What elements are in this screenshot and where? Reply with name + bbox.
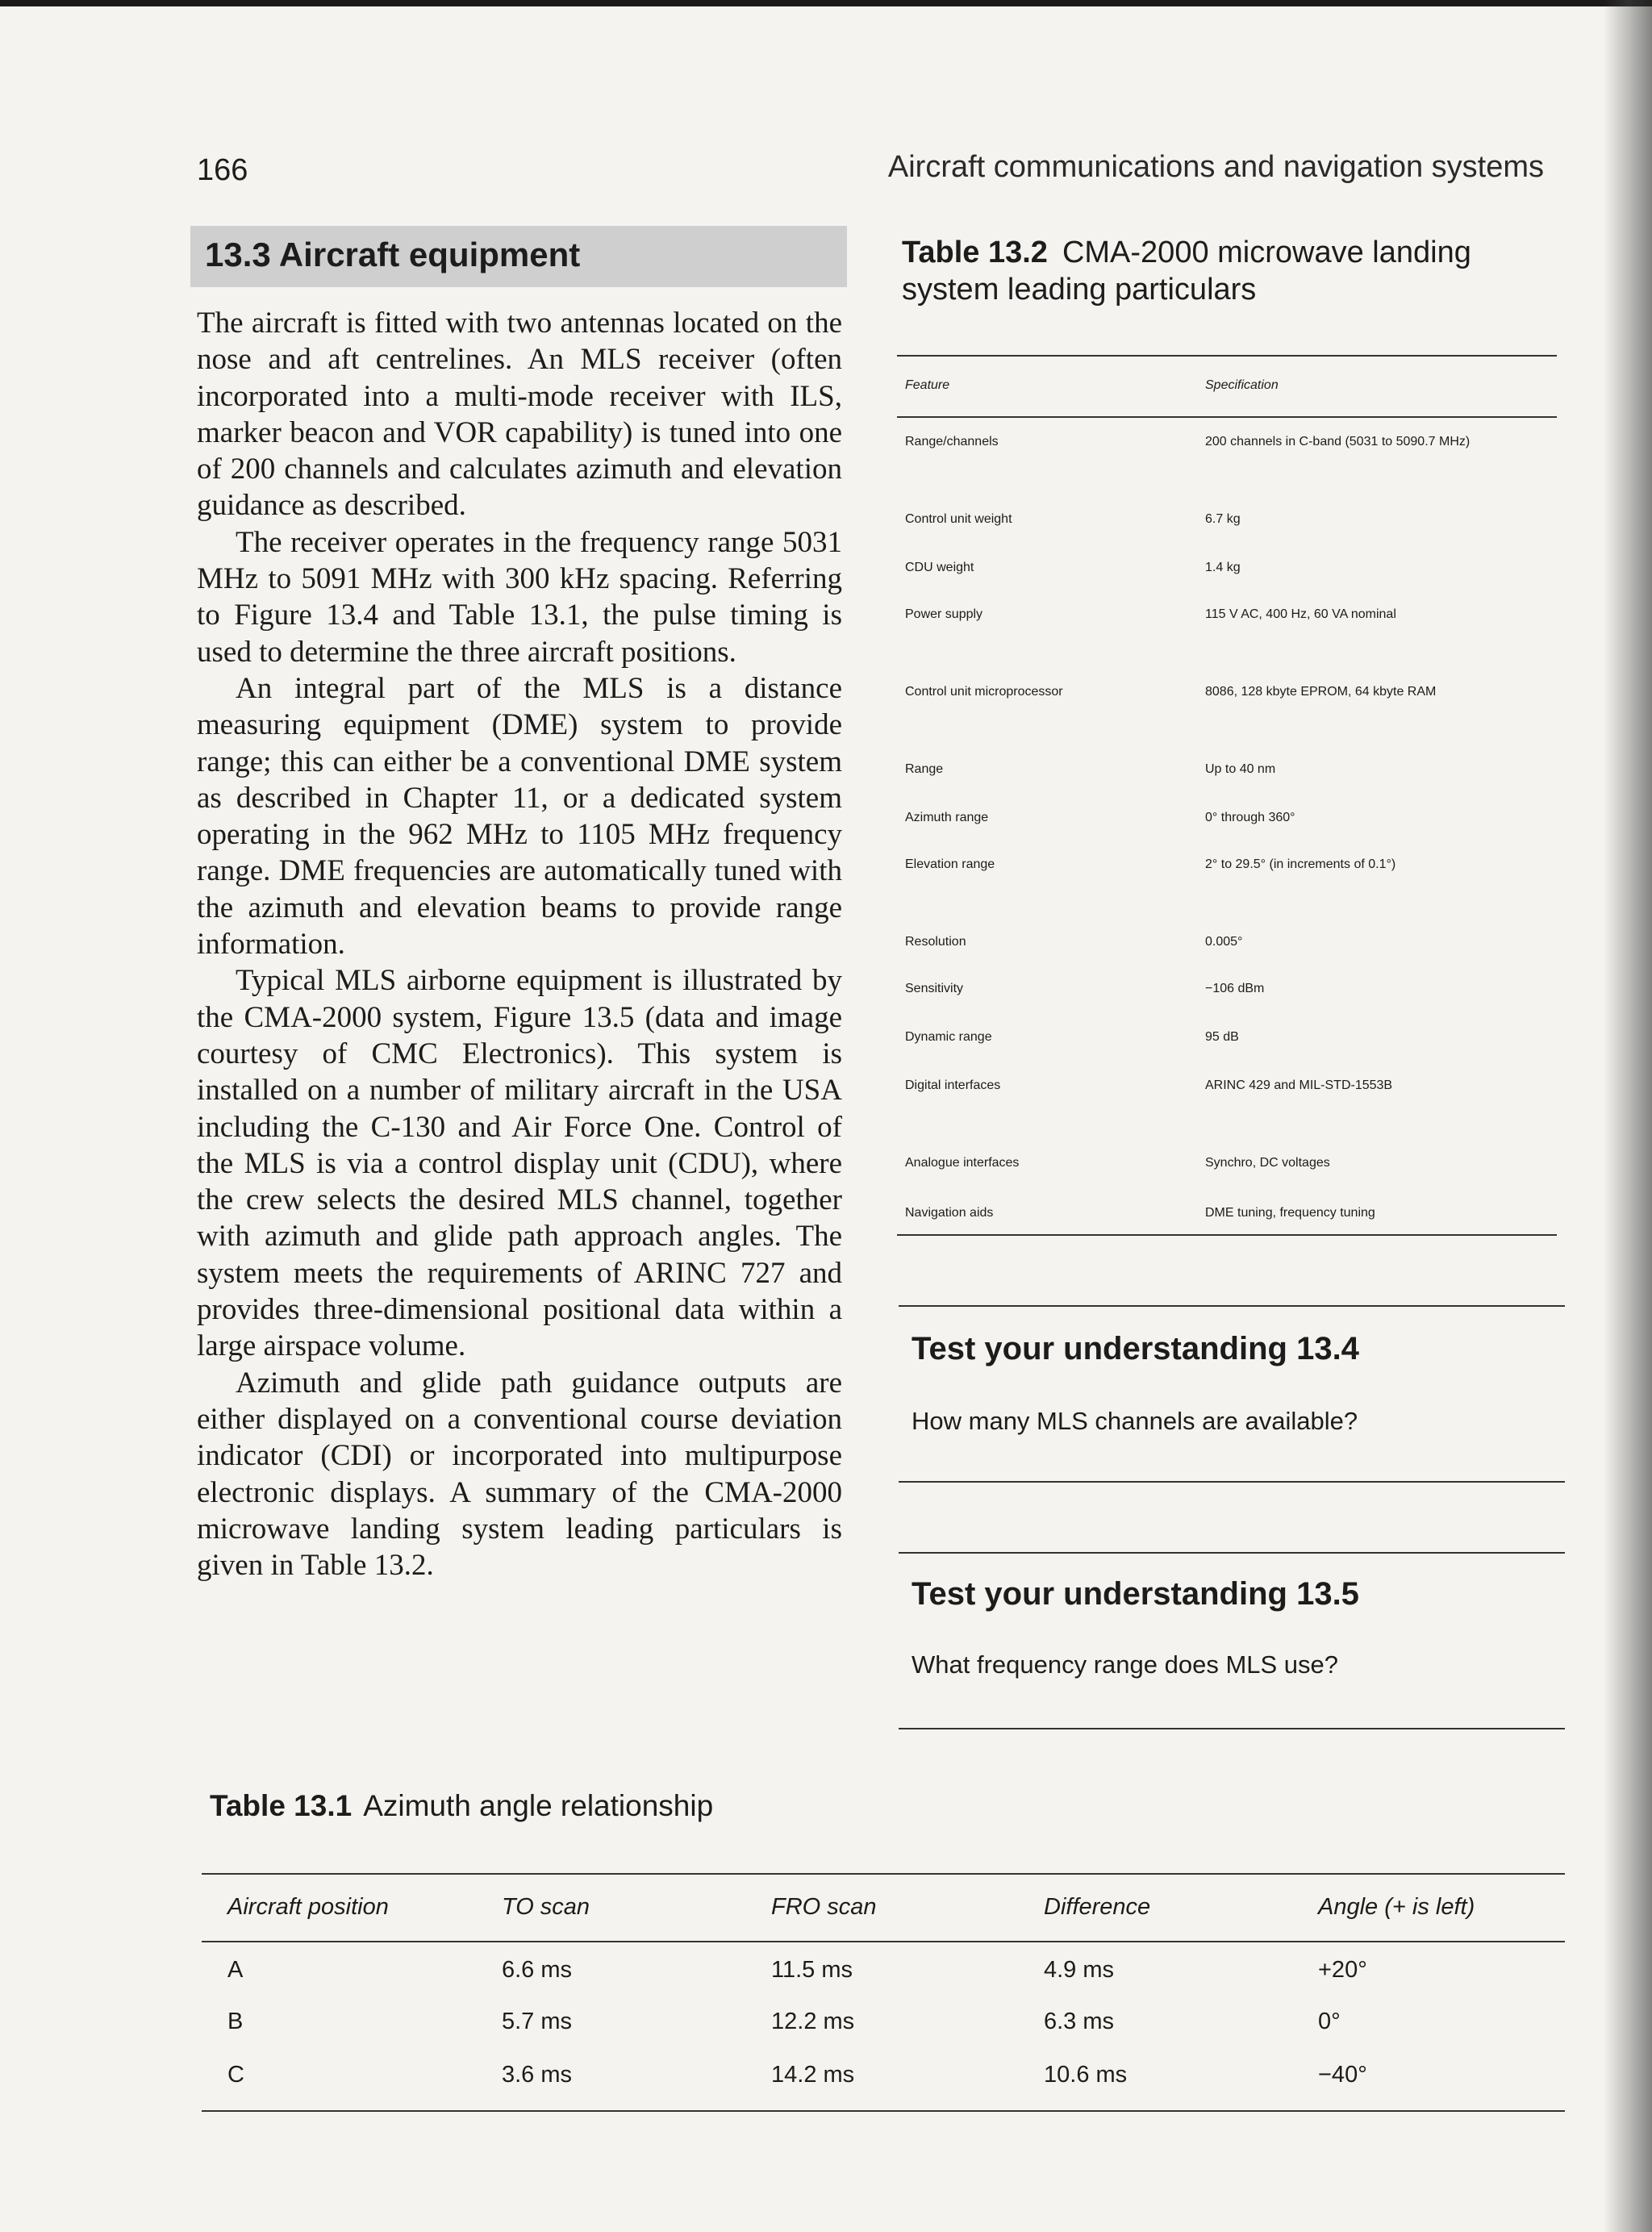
- table1-cell: 10.6 ms: [1044, 2062, 1128, 2088]
- table1-header-rule: [202, 1941, 1565, 1942]
- table2-top-rule: [897, 355, 1557, 357]
- table1-cell: 5.7 ms: [502, 2009, 573, 2034]
- table2-spec: 0° through 360°: [1205, 811, 1295, 824]
- table2-spec: 95 dB: [1205, 1030, 1239, 1044]
- table1-header: TO scan: [502, 1894, 590, 1920]
- table2-spec: 2° to 29.5° (in increments of 0.1°): [1205, 857, 1396, 871]
- table1-cell: 0°: [1318, 2009, 1341, 2034]
- table2-spec: Up to 40 nm: [1205, 762, 1276, 776]
- table2-spec: Synchro, DC voltages: [1205, 1156, 1330, 1170]
- running-title: Aircraft communications and navigation systems: [887, 150, 1544, 184]
- table2-feature: Resolution: [905, 935, 966, 949]
- table2-spec: 1.4 kg: [1205, 561, 1241, 574]
- table2-title: CMA-2000 microwave landing system leading particulars: [902, 236, 1471, 307]
- table1-cell: B: [227, 2009, 244, 2034]
- page-number: 166: [197, 153, 248, 187]
- table2-bottom-rule: [897, 1234, 1557, 1236]
- test1-top-rule: [899, 1305, 1565, 1307]
- table1-cell: +20°: [1318, 1957, 1367, 1983]
- table2-caption: [902, 234, 1547, 308]
- table2-feature: Control unit weight: [905, 512, 1012, 526]
- table2-label: Table 13.2: [902, 236, 1048, 269]
- test1-title: Test your understanding 13.4: [912, 1331, 1359, 1366]
- table1-cell: A: [227, 1957, 244, 1983]
- table2-spec: ARINC 429 and MIL-STD-1553B: [1205, 1078, 1393, 1092]
- table2-feature: Digital interfaces: [905, 1078, 1001, 1092]
- table1-cell: 12.2 ms: [771, 2009, 855, 2034]
- table1-cell: 11.5 ms: [771, 1957, 853, 1983]
- page-top-edge: [0, 0, 1652, 6]
- table1-cell: −40°: [1318, 2062, 1367, 2088]
- table2-header-spec: Specification: [1205, 378, 1279, 392]
- table2-feature: Range/channels: [905, 435, 999, 448]
- paragraph: The aircraft is fitted with two antennas located on the nose and aft centrelines. An MLS receiver (often incorporated into a multi-mode receiver with ILS, marker beacon and VOR capability) is tuned into one of 200 channels and calculates azimuth and elevation guidance as described.: [197, 307, 842, 523]
- table2-feature: Analogue interfaces: [905, 1156, 1020, 1170]
- table2-spec: −106 dBm: [1205, 982, 1265, 995]
- table2-spec: 0.005°: [1205, 935, 1243, 949]
- paragraph: Azimuth and glide path guidance outputs are either displayed on a conventional course deviation indicator (CDI) or incorporated into multipurpose electronic displays. A summary of the CMA-2000 microwave landing system leading particulars is given in Table 13.2.: [197, 1366, 842, 1583]
- table2-spec: 6.7 kg: [1205, 512, 1241, 526]
- table2-header-rule: [897, 416, 1557, 418]
- table1-header: FRO scan: [771, 1894, 877, 1920]
- test1-bottom-rule: [899, 1481, 1565, 1483]
- test1-question: How many MLS channels are available?: [912, 1407, 1358, 1435]
- table1-header: Aircraft position: [227, 1894, 389, 1920]
- table2-feature: Sensitivity: [905, 982, 964, 995]
- table2-feature: Dynamic range: [905, 1030, 992, 1044]
- table1-cell: 4.9 ms: [1044, 1957, 1115, 1983]
- test2-title: Test your understanding 13.5: [912, 1576, 1359, 1612]
- table1-cell: 6.3 ms: [1044, 2009, 1115, 2034]
- page-binding-shadow: [1604, 0, 1652, 2232]
- table2-feature: Azimuth range: [905, 811, 989, 824]
- table2-feature: Elevation range: [905, 857, 995, 871]
- table2-spec: 115 V AC, 400 Hz, 60 VA nominal: [1205, 607, 1396, 621]
- test2-question: What frequency range does MLS use?: [912, 1650, 1339, 1679]
- table2-spec: DME tuning, frequency tuning: [1205, 1206, 1375, 1220]
- table1-title: Azimuth angle relationship: [363, 1789, 714, 1822]
- table2-feature: Control unit microprocessor: [905, 685, 1063, 699]
- table1-top-rule: [202, 1873, 1565, 1875]
- test2-bottom-rule: [899, 1728, 1565, 1729]
- table2-spec: 200 channels in C-band (5031 to 5090.7 MHz): [1205, 435, 1471, 448]
- table2-spec: 8086, 128 kbyte EPROM, 64 kbyte RAM: [1205, 685, 1437, 699]
- table2-feature: Power supply: [905, 607, 983, 621]
- section-heading: 13.3 Aircraft equipment: [205, 236, 581, 273]
- table1-header: Difference: [1044, 1894, 1151, 1920]
- test2-top-rule: [899, 1552, 1565, 1554]
- paragraph: Typical MLS airborne equipment is illustrated by the CMA-2000 system, Figure 13.5 (data and image courtesy of CMC Electronics). This system is installed on a number of military aircraft in the USA including the C-130 and Air Force One. Control of the MLS is via a control display unit (CDU), where the crew selects the desired MLS channel, together with azimuth and glide path approach angles. The system meets the requirements of ARINC 727 and provides three-dimensional positional data within a large airspace volume.: [197, 964, 842, 1363]
- body-text: [197, 305, 842, 1583]
- table1-header: Angle (+ is left): [1318, 1894, 1475, 1920]
- table1-cell: 6.6 ms: [502, 1957, 573, 1983]
- section-heading-bar: [190, 226, 847, 287]
- table2-header-feature: Feature: [905, 378, 950, 392]
- table1-cell: 14.2 ms: [771, 2062, 855, 2088]
- table2-feature: Range: [905, 762, 944, 776]
- table2-feature: CDU weight: [905, 561, 974, 574]
- table1-bottom-rule: [202, 2110, 1565, 2112]
- table1-cell: 3.6 ms: [502, 2062, 573, 2088]
- paragraph: An integral part of the MLS is a distance measuring equipment (DME) system to provide range; this can either be a conventional DME system as described in Chapter 11, or a dedicated system operating in the 962 MHz to 1105 MHz frequency range. DME frequencies are automatically tuned with the azimuth and elevation beams to provide range information.: [197, 671, 842, 962]
- paragraph: The receiver operates in the frequency range 5031 MHz to 5091 MHz with 300 kHz spacing. Referring to Figure 13.4 and Table 13.1, the pulse timing is used to determine the three aircraft positions.: [197, 525, 842, 669]
- table2-feature: Navigation aids: [905, 1206, 994, 1220]
- table1-caption: [210, 1789, 713, 1823]
- table1-label: Table 13.1: [210, 1789, 353, 1822]
- table1-cell: C: [227, 2062, 244, 2088]
